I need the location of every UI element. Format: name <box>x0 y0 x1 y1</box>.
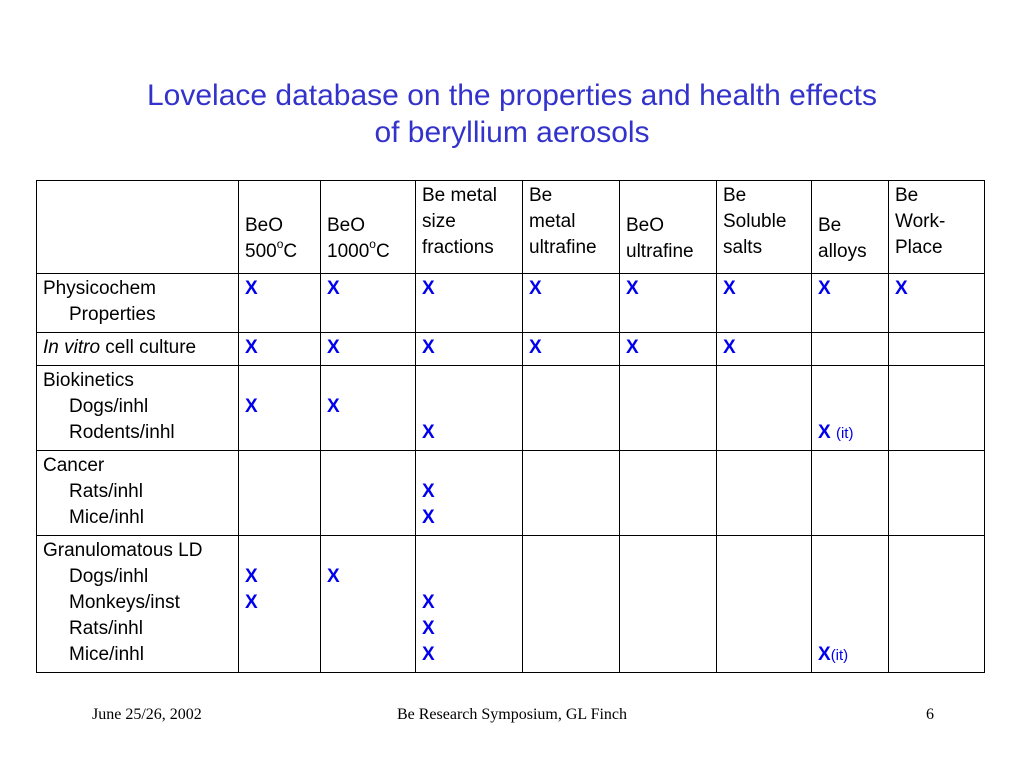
header-text: Place <box>895 237 943 258</box>
x-mark: X <box>422 644 435 665</box>
mark-line <box>245 453 316 479</box>
x-mark: X <box>422 337 435 358</box>
mark-line <box>895 479 980 505</box>
mark-line <box>327 420 411 446</box>
table-row <box>37 451 985 536</box>
mark-line <box>327 616 411 642</box>
mark-line <box>626 505 712 531</box>
mark-line <box>327 590 411 616</box>
mark-line <box>422 453 518 479</box>
table-row <box>37 274 985 333</box>
mark-line <box>626 420 712 446</box>
row-sublabel: Dogs/inhl <box>69 566 149 587</box>
row-sublabel: Rats/inhl <box>69 618 143 639</box>
mark-line <box>422 335 518 361</box>
x-mark: X <box>818 644 831 665</box>
mark-cell <box>321 366 416 451</box>
mark-cell <box>717 274 812 333</box>
mark-line <box>723 590 807 616</box>
x-mark: X <box>245 278 258 299</box>
table-body <box>37 274 985 673</box>
mark-line <box>818 276 884 302</box>
mark-line <box>529 642 615 668</box>
mark-cell <box>416 333 523 366</box>
mark-line <box>422 276 518 302</box>
mark-cell <box>523 451 620 536</box>
x-mark: X <box>422 618 435 639</box>
x-mark: X <box>327 566 340 587</box>
mark-cell <box>620 333 717 366</box>
mark-line <box>723 420 807 446</box>
x-mark: X <box>818 422 831 443</box>
mark-line <box>895 505 980 531</box>
header-beo-ultrafine <box>620 181 717 274</box>
table-row <box>37 536 985 673</box>
mark-line <box>245 564 316 590</box>
mark-cell <box>889 536 985 673</box>
mark-line <box>422 538 518 564</box>
header-text: BeO <box>327 215 366 236</box>
mark-line <box>529 335 615 361</box>
mark-line <box>422 616 518 642</box>
header-text: salts <box>723 237 763 258</box>
row-label: Physicochem <box>43 278 156 299</box>
mark-line <box>529 479 615 505</box>
mark-line <box>327 368 411 394</box>
mark-line <box>529 590 615 616</box>
mark-line <box>818 335 884 361</box>
mark-line <box>327 479 411 505</box>
mark-line <box>245 276 316 302</box>
footer-date: June 25/26, 2002 <box>92 706 202 723</box>
mark-line <box>626 394 712 420</box>
mark-line <box>626 453 712 479</box>
x-mark: X <box>327 278 340 299</box>
mark-cell <box>321 451 416 536</box>
mark-line <box>327 335 411 361</box>
table-row <box>37 366 985 451</box>
row-label: Biokinetics <box>43 370 134 391</box>
mark-line <box>895 335 980 361</box>
mark-cell <box>717 536 812 673</box>
x-mark: X <box>422 422 435 443</box>
beryllium-database-table <box>36 180 985 673</box>
mark-line <box>529 453 615 479</box>
mark-line <box>327 394 411 420</box>
row-label-cell <box>37 451 239 536</box>
mark-line <box>422 642 518 668</box>
mark-line <box>895 538 980 564</box>
header-corner-cell <box>37 181 239 274</box>
mark-line <box>422 368 518 394</box>
header-text: fractions <box>422 237 494 258</box>
slide-title <box>0 77 1024 151</box>
mark-line <box>327 505 411 531</box>
mark-cell <box>321 274 416 333</box>
header-text: BeO <box>245 215 284 236</box>
x-mark: X <box>422 481 435 502</box>
mark-cell <box>523 274 620 333</box>
mark-line <box>895 590 980 616</box>
mark-cell <box>812 274 889 333</box>
header-text: Be <box>529 185 553 206</box>
row-sublabel: Mice/inhl <box>69 644 144 665</box>
mark-line <box>818 368 884 394</box>
mark-cell <box>239 366 321 451</box>
mark-line <box>626 564 712 590</box>
mark-line <box>626 479 712 505</box>
header-be-alloys <box>812 181 889 274</box>
x-mark: X <box>723 278 736 299</box>
mark-line <box>818 453 884 479</box>
x-mark: X <box>818 278 831 299</box>
mark-line <box>422 505 518 531</box>
row-sublabel: Mice/inhl <box>69 507 144 528</box>
mark-line <box>818 394 884 420</box>
x-mark: X <box>422 592 435 613</box>
mark-line <box>245 368 316 394</box>
mark-line <box>529 505 615 531</box>
mark-line <box>245 335 316 361</box>
mark-line <box>529 564 615 590</box>
mark-line <box>626 538 712 564</box>
row-sublabel: Rats/inhl <box>69 481 143 502</box>
mark-line <box>723 394 807 420</box>
mark-line <box>529 420 615 446</box>
mark-line <box>327 642 411 668</box>
row-label-rest: cell culture <box>100 337 197 358</box>
mark-line <box>895 276 980 302</box>
mark-cell <box>321 536 416 673</box>
mark-line <box>529 538 615 564</box>
title-line-2: of beryllium aerosols <box>374 116 650 149</box>
table-row <box>37 333 985 366</box>
row-label: Granulomatous LD <box>43 540 203 561</box>
mark-line <box>723 453 807 479</box>
x-mark: X <box>723 337 736 358</box>
header-be-metal-ultrafine <box>523 181 620 274</box>
x-mark: X <box>422 507 435 528</box>
row-sublabel: Dogs/inhl <box>69 396 149 417</box>
header-text: ultrafine <box>529 237 597 258</box>
mark-line <box>245 479 316 505</box>
mark-line <box>422 420 518 446</box>
mark-line <box>626 335 712 361</box>
intratracheal-note: (it) <box>835 425 854 442</box>
header-row <box>37 181 985 274</box>
mark-cell <box>239 333 321 366</box>
mark-cell <box>620 536 717 673</box>
mark-cell <box>812 536 889 673</box>
mark-cell <box>812 366 889 451</box>
mark-line <box>895 616 980 642</box>
header-be-soluble-salts <box>717 181 812 274</box>
x-mark: X <box>529 278 542 299</box>
mark-line <box>723 538 807 564</box>
x-mark: X <box>626 278 639 299</box>
header-text: Work- <box>895 211 946 232</box>
mark-line <box>626 368 712 394</box>
header-beo-500 <box>239 181 321 274</box>
mark-line <box>723 479 807 505</box>
mark-cell <box>620 451 717 536</box>
mark-line <box>723 368 807 394</box>
mark-cell <box>416 274 523 333</box>
header-be-workplace <box>889 181 985 274</box>
mark-line <box>895 394 980 420</box>
header-text: Be <box>818 215 842 236</box>
mark-cell <box>717 366 812 451</box>
row-label-cell <box>37 366 239 451</box>
footer-event: Be Research Symposium, GL Finch <box>396 706 628 723</box>
title-line-1: Lovelace database on the properties and health effects <box>147 79 877 112</box>
row-label-cell <box>37 333 239 366</box>
mark-line <box>723 616 807 642</box>
mark-cell <box>321 333 416 366</box>
mark-line <box>723 505 807 531</box>
x-mark: X <box>245 337 258 358</box>
x-mark: X <box>626 337 639 358</box>
x-mark: X <box>327 396 340 417</box>
mark-line <box>422 590 518 616</box>
header-text: Be <box>723 185 747 206</box>
mark-line <box>818 505 884 531</box>
mark-cell <box>717 451 812 536</box>
mark-line <box>723 642 807 668</box>
mark-line <box>626 616 712 642</box>
mark-line <box>529 276 615 302</box>
row-sublabel: Rodents/inhl <box>69 422 175 443</box>
mark-line <box>327 453 411 479</box>
mark-cell <box>239 536 321 673</box>
x-mark: X <box>245 566 258 587</box>
mark-line <box>327 564 411 590</box>
mark-line <box>422 479 518 505</box>
mark-line <box>818 564 884 590</box>
header-text: Be <box>895 185 919 206</box>
mark-line <box>245 616 316 642</box>
x-mark: X <box>895 278 908 299</box>
row-label-italic: In vitro <box>43 337 101 358</box>
header-text: Soluble <box>723 211 787 232</box>
mark-line <box>818 642 884 668</box>
header-text: 1000$^o$C <box>327 236 390 262</box>
mark-cell <box>523 536 620 673</box>
header-text: Be metal <box>422 185 497 206</box>
mark-line <box>818 420 884 446</box>
mark-line <box>895 642 980 668</box>
mark-line <box>245 642 316 668</box>
mark-cell <box>889 366 985 451</box>
mark-cell <box>523 333 620 366</box>
mark-line <box>422 394 518 420</box>
mark-line <box>327 276 411 302</box>
mark-cell <box>812 451 889 536</box>
footer-page-number: 6 <box>926 706 934 723</box>
mark-cell <box>812 333 889 366</box>
mark-line <box>327 538 411 564</box>
row-label: Cancer <box>43 455 105 476</box>
mark-line <box>895 564 980 590</box>
row-label-cell <box>37 274 239 333</box>
header-text: 500$^o$C <box>245 236 298 262</box>
mark-cell <box>620 274 717 333</box>
x-mark: X <box>245 592 258 613</box>
mark-line <box>245 505 316 531</box>
x-mark: X <box>422 278 435 299</box>
mark-cell <box>239 451 321 536</box>
mark-line <box>245 538 316 564</box>
mark-cell <box>416 366 523 451</box>
row-sublabel: Properties <box>69 304 156 325</box>
mark-line <box>626 276 712 302</box>
header-text: BeO <box>626 215 665 236</box>
row-sublabel: Monkeys/inst <box>69 592 180 613</box>
mark-line <box>626 590 712 616</box>
mark-line <box>529 368 615 394</box>
mark-cell <box>416 536 523 673</box>
mark-line <box>818 479 884 505</box>
mark-line <box>723 335 807 361</box>
mark-line <box>818 590 884 616</box>
x-mark: X <box>245 396 258 417</box>
header-text: ultrafine <box>626 241 694 262</box>
intratracheal-note: (it) <box>830 647 849 664</box>
mark-line <box>245 420 316 446</box>
mark-line <box>723 564 807 590</box>
header-text: size <box>422 211 456 232</box>
header-text: metal <box>529 211 576 232</box>
mark-cell <box>523 366 620 451</box>
row-label <box>43 335 234 361</box>
x-mark: X <box>327 337 340 358</box>
mark-line <box>245 394 316 420</box>
mark-cell <box>239 274 321 333</box>
header-be-metal-size-fractions <box>416 181 523 274</box>
mark-line <box>422 564 518 590</box>
mark-cell <box>889 333 985 366</box>
mark-line <box>818 538 884 564</box>
row-label-cell <box>37 536 239 673</box>
x-mark: X <box>529 337 542 358</box>
mark-line <box>529 616 615 642</box>
header-text: alloys <box>818 241 867 262</box>
mark-cell <box>620 366 717 451</box>
mark-cell <box>416 451 523 536</box>
mark-cell <box>889 451 985 536</box>
header-beo-1000 <box>321 181 416 274</box>
mark-cell <box>889 274 985 333</box>
mark-line <box>895 420 980 446</box>
mark-line <box>626 642 712 668</box>
mark-line <box>895 368 980 394</box>
mark-line <box>245 590 316 616</box>
mark-cell <box>717 333 812 366</box>
mark-line <box>723 276 807 302</box>
mark-line <box>529 394 615 420</box>
mark-line <box>895 453 980 479</box>
mark-line <box>818 616 884 642</box>
